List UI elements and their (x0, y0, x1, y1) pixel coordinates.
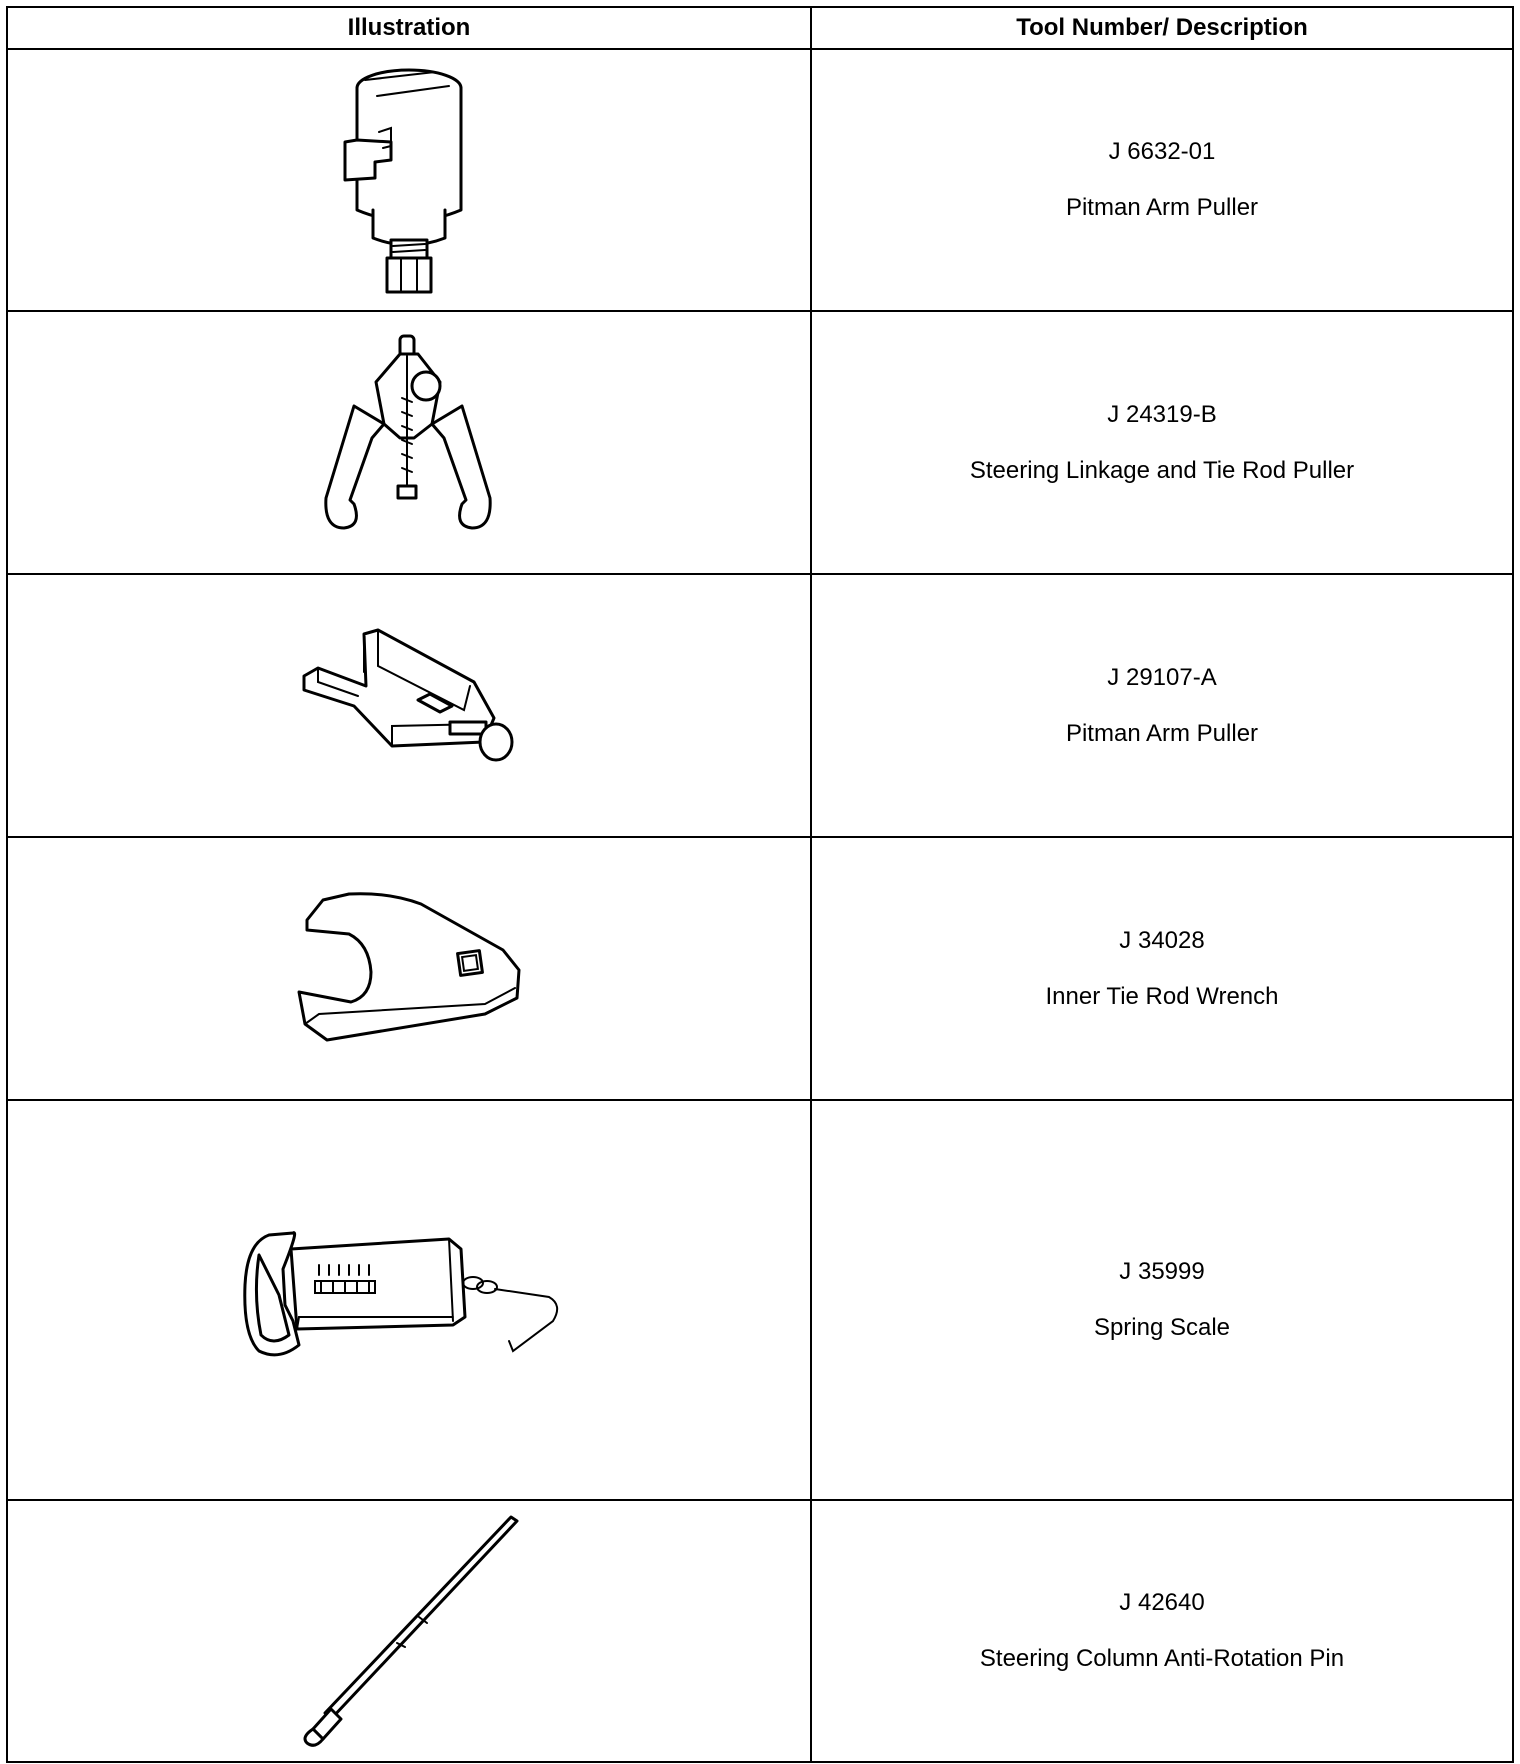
pitman-arm-puller-icon (339, 60, 479, 300)
tool-number: J 6632-01 (1108, 138, 1216, 165)
special-tools-table (6, 6, 1514, 1763)
description-cell (811, 837, 1513, 1100)
tool-description: Steering Linkage and Tie Rod Puller (969, 456, 1355, 484)
tie-rod-puller-icon (314, 328, 504, 558)
tool-description: Pitman Arm Puller (1065, 194, 1259, 221)
tool-number: J 42640 (1119, 1589, 1205, 1616)
description-cell (811, 49, 1513, 311)
tool-number: J 34028 (1119, 926, 1205, 954)
tool-description: Spring Scale (1093, 1314, 1231, 1341)
description-cell (811, 1100, 1513, 1500)
table-row (7, 311, 1513, 574)
tool-description: Steering Column Anti-Rotation Pin (979, 1645, 1345, 1672)
pitman-arm-puller-clamp-icon (294, 626, 524, 786)
tool-number: J 35999 (1119, 1258, 1205, 1285)
table-row (7, 837, 1513, 1100)
illustration-cell (7, 574, 811, 837)
description-column-header: Tool Number/ Description (811, 7, 1513, 49)
description-cell (811, 574, 1513, 837)
header-row (7, 7, 1513, 49)
illustration-cell (7, 311, 811, 574)
tool-number: J 29107-A (1107, 663, 1217, 691)
illustration-cell (7, 837, 811, 1100)
tool-description: Pitman Arm Puller (1065, 719, 1259, 747)
illustration-cell (7, 49, 811, 311)
tool-number: J 24319-B (1107, 400, 1217, 428)
illustration-cell (7, 1500, 811, 1762)
description-cell (811, 1500, 1513, 1762)
table-row (7, 49, 1513, 311)
tool-description: Inner Tie Rod Wrench (1045, 982, 1279, 1010)
table-row (7, 1500, 1513, 1762)
table-row (7, 1100, 1513, 1500)
illustration-column-header: Illustration (7, 7, 811, 49)
table-row (7, 574, 1513, 837)
spring-scale-icon (239, 1225, 579, 1375)
illustration-cell (7, 1100, 811, 1500)
description-cell (811, 311, 1513, 574)
anti-rotation-pin-icon (289, 1513, 529, 1749)
inner-tie-rod-wrench-icon (289, 884, 529, 1054)
